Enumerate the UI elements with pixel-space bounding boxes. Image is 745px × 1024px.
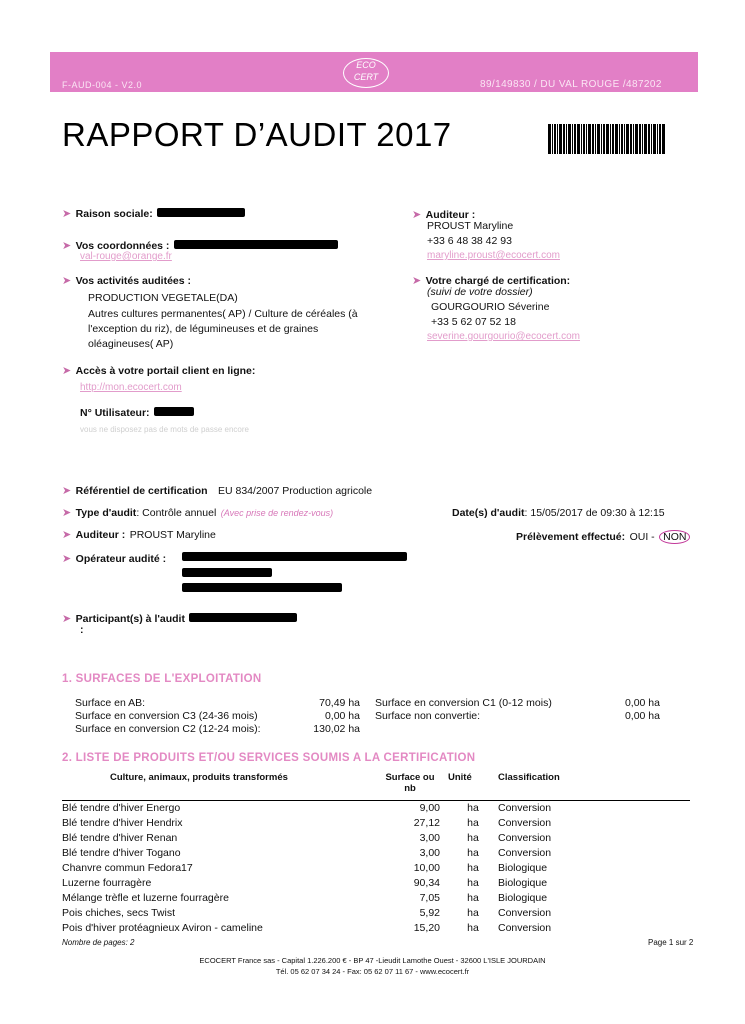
cell-culture: Blé tendre d'hiver Renan: [62, 832, 178, 844]
auditeur-audit-value: PROUST Maryline: [129, 529, 216, 541]
cell-classification: Conversion: [498, 817, 552, 829]
cell-unite: ha: [467, 847, 479, 859]
charge-sub: (suivi de votre dossier): [427, 286, 533, 298]
surface-value2: 0,00 ha: [624, 697, 660, 709]
cell-unite: ha: [467, 877, 479, 889]
surface-label2: Surface en conversion C1 (0-12 mois): [375, 697, 552, 709]
cell-culture: Blé tendre d'hiver Hendrix: [62, 817, 183, 829]
portail-label: Accès à votre portail client en ligne:: [75, 365, 256, 377]
auditeur-audit: [62, 525, 216, 543]
coordonnees-email[interactable]: val-rouge@orange.fr: [80, 251, 172, 262]
arrow-icon: ➤: [62, 553, 72, 565]
cell-culture: Blé tendre d'hiver Togano: [62, 847, 181, 859]
prelevement: [516, 527, 690, 545]
portail-link[interactable]: http://mon.ecocert.com: [80, 382, 182, 393]
header-surface: Surface ou nb: [380, 770, 448, 801]
cell-unite: ha: [467, 832, 479, 844]
redaction-bar: [182, 552, 407, 561]
surface-value: 70,49 ha: [319, 697, 360, 709]
page-title: RAPPORT D’AUDIT 2017: [62, 116, 452, 153]
prelevement-non: NON: [659, 530, 690, 544]
charge-label: Votre chargé de certification:: [425, 275, 571, 287]
cell-culture: Chanvre commun Fedora17: [62, 862, 193, 874]
cell-culture: Luzerne fourragère: [62, 877, 152, 889]
table-row: [62, 906, 690, 921]
cell-unite: ha: [467, 802, 479, 814]
reference-code: 89/149830 / DU VAL ROUGE /487202: [480, 79, 662, 90]
coordonnees-label: Vos coordonnées :: [75, 240, 170, 252]
cell-surface: 15,20: [413, 922, 440, 934]
surface-label: Surface en conversion C3 (24-36 mois): [75, 710, 258, 722]
arrow-icon: ➤: [412, 209, 422, 221]
referentiel-value: EU 834/2007 Production agricole: [218, 485, 373, 497]
type-value: : Contrôle annuel: [136, 507, 217, 519]
arrow-icon: ➤: [62, 275, 72, 287]
section2-title: 2. LISTE DE PRODUITS ET/OU SERVICES SOUMIS A LA CERTIFICATION: [62, 752, 476, 764]
redaction-bar: [157, 208, 245, 217]
arrow-icon: ➤: [62, 208, 72, 220]
arrow-icon: ➤: [62, 240, 72, 252]
cell-surface: 90,34: [413, 877, 440, 889]
header-culture: Culture, animaux, produits transformés: [62, 770, 380, 801]
table-row: [62, 801, 690, 817]
charge-email[interactable]: severine.gourgourio@ecocert.com: [427, 331, 581, 342]
cell-classification: Conversion: [498, 907, 552, 919]
utilisateur-label: N° Utilisateur:: [80, 407, 150, 419]
cell-surface: 3,00: [419, 832, 440, 844]
activites: [62, 271, 191, 289]
arrow-icon: ➤: [62, 529, 72, 541]
surfaces-row: [75, 710, 685, 723]
referentiel-label: Référentiel de certification: [75, 485, 208, 497]
surfaces-row: [75, 723, 685, 736]
header-classification: Classification: [498, 770, 690, 801]
participants-label: Participant(s) à l'audit: [75, 613, 185, 625]
surfaces-row: [75, 697, 685, 710]
cell-culture: Pois chiches, secs Twist: [62, 907, 176, 919]
prelevement-oui: OUI -: [629, 531, 655, 543]
cell-culture: Mélange trèfle et luzerne fourragère: [62, 892, 229, 904]
auditeur-audit-label: Auditeur :: [75, 529, 126, 541]
arrow-icon: ➤: [62, 507, 72, 519]
activite-2-line3: oléagineuses( AP): [88, 338, 174, 350]
date-label: Date(s) d'audit: [452, 507, 525, 519]
cell-unite: ha: [467, 907, 479, 919]
page-number: Page 1 sur 2: [648, 938, 694, 947]
section1-title: 1. SURFACES DE L'EXPLOITATION: [62, 673, 262, 685]
redaction-bar: [174, 240, 338, 249]
participants-colon: :: [80, 624, 84, 636]
redaction-bar: [182, 583, 342, 592]
date-audit: [452, 503, 665, 521]
arrow-icon: ➤: [412, 275, 422, 287]
arrow-icon: ➤: [62, 365, 72, 377]
table-row: [62, 861, 690, 876]
participants: [62, 609, 297, 627]
form-code: F-AUD-004 - V2.0: [62, 80, 143, 90]
type-note: (Avec prise de rendez-vous): [220, 508, 334, 518]
table-row: [62, 891, 690, 906]
operateur: [62, 549, 166, 567]
type-label: Type d'audit: [75, 507, 137, 519]
surfaces-table: [75, 697, 685, 736]
arrow-icon: ➤: [62, 485, 72, 497]
cell-classification: Biologique: [498, 892, 548, 904]
cell-surface: 7,05: [419, 892, 440, 904]
charge-phone: +33 5 62 07 52 18: [431, 316, 516, 328]
cell-surface: 27,12: [413, 817, 440, 829]
cell-surface: 10,00: [413, 862, 440, 874]
cell-surface: 9,00: [419, 802, 440, 814]
referentiel: [62, 481, 372, 499]
ecocert-logo: ECO CERT: [343, 58, 389, 88]
cell-classification: Conversion: [498, 847, 552, 859]
cell-classification: Conversion: [498, 802, 552, 814]
utilisateur: [80, 403, 194, 421]
pages-count: Nombre de pages: 2: [62, 938, 135, 947]
activite-1: PRODUCTION VEGETALE(DA): [88, 292, 238, 304]
cell-unite: ha: [467, 922, 479, 934]
surface-label: Surface en conversion C2 (12-24 mois):: [75, 723, 261, 735]
table-header-row: [62, 770, 690, 801]
activite-2-line2: l'exception du riz), de légumineuses et de graines: [88, 323, 319, 335]
auditeur-phone: +33 6 48 38 42 93: [427, 235, 512, 247]
footer-line1: ECOCERT France sas - Capital 1.226.200 € - BP 47 -Lieudit Lamothe Ouest - 32600 L'ISLE JOURDAIN: [199, 956, 546, 965]
operateur-label: Opérateur audité :: [75, 553, 167, 565]
cell-surface: 3,00: [419, 847, 440, 859]
cell-unite: ha: [467, 892, 479, 904]
cell-classification: Biologique: [498, 877, 548, 889]
faint-note: vous ne disposez pas de mots de passe encore: [80, 425, 249, 434]
surface-value: 0,00 ha: [324, 710, 360, 722]
surface-label2: Surface non convertie:: [375, 710, 481, 722]
redaction-bar: [154, 407, 194, 416]
table-row: [62, 876, 690, 891]
redaction-bar: [189, 613, 297, 622]
raison-sociale-label: Raison sociale:: [75, 208, 153, 220]
prelevement-label: Prélèvement effectué:: [516, 531, 626, 543]
surface-value2: 0,00 ha: [624, 710, 660, 722]
cell-unite: ha: [467, 817, 479, 829]
charge-name: GOURGOURIO Séverine: [431, 301, 550, 313]
surface-value: 130,02 ha: [313, 723, 360, 735]
date-value: : 15/05/2017 de 09:30 à 12:15: [524, 507, 665, 519]
cell-surface: 5,92: [419, 907, 440, 919]
table-row: [62, 846, 690, 861]
barcode-icon: [548, 124, 692, 154]
cell-classification: Conversion: [498, 922, 552, 934]
activite-2-line1: Autres cultures permanentes( AP) / Culture de céréales (à: [88, 308, 358, 320]
footer-line2: Tél. 05 62 07 34 24 - Fax: 05 62 07 11 67 - www.ecocert.fr: [275, 967, 470, 976]
cell-unite: ha: [467, 862, 479, 874]
table-row: [62, 921, 690, 936]
cell-classification: Conversion: [498, 832, 552, 844]
type-audit: [62, 503, 333, 521]
surface-label: Surface en AB:: [75, 697, 146, 709]
cell-culture: Blé tendre d'hiver Energo: [62, 802, 181, 814]
portail: [62, 361, 255, 379]
activites-label: Vos activités auditées :: [75, 275, 192, 287]
table-row: [62, 816, 690, 831]
cell-culture: Pois d'hiver protéagnieux Aviron - cameline: [62, 922, 263, 934]
products-table: [62, 770, 690, 936]
auditeur-label: Auditeur :: [425, 209, 476, 221]
redaction-bar: [182, 568, 272, 577]
cell-classification: Biologique: [498, 862, 548, 874]
auditeur-email[interactable]: maryline.proust@ecocert.com: [427, 250, 560, 261]
header-unite: Unité: [448, 770, 498, 801]
arrow-icon: ➤: [62, 613, 72, 625]
table-row: [62, 831, 690, 846]
raison-sociale: [62, 204, 245, 222]
auditeur-name: PROUST Maryline: [427, 220, 514, 232]
